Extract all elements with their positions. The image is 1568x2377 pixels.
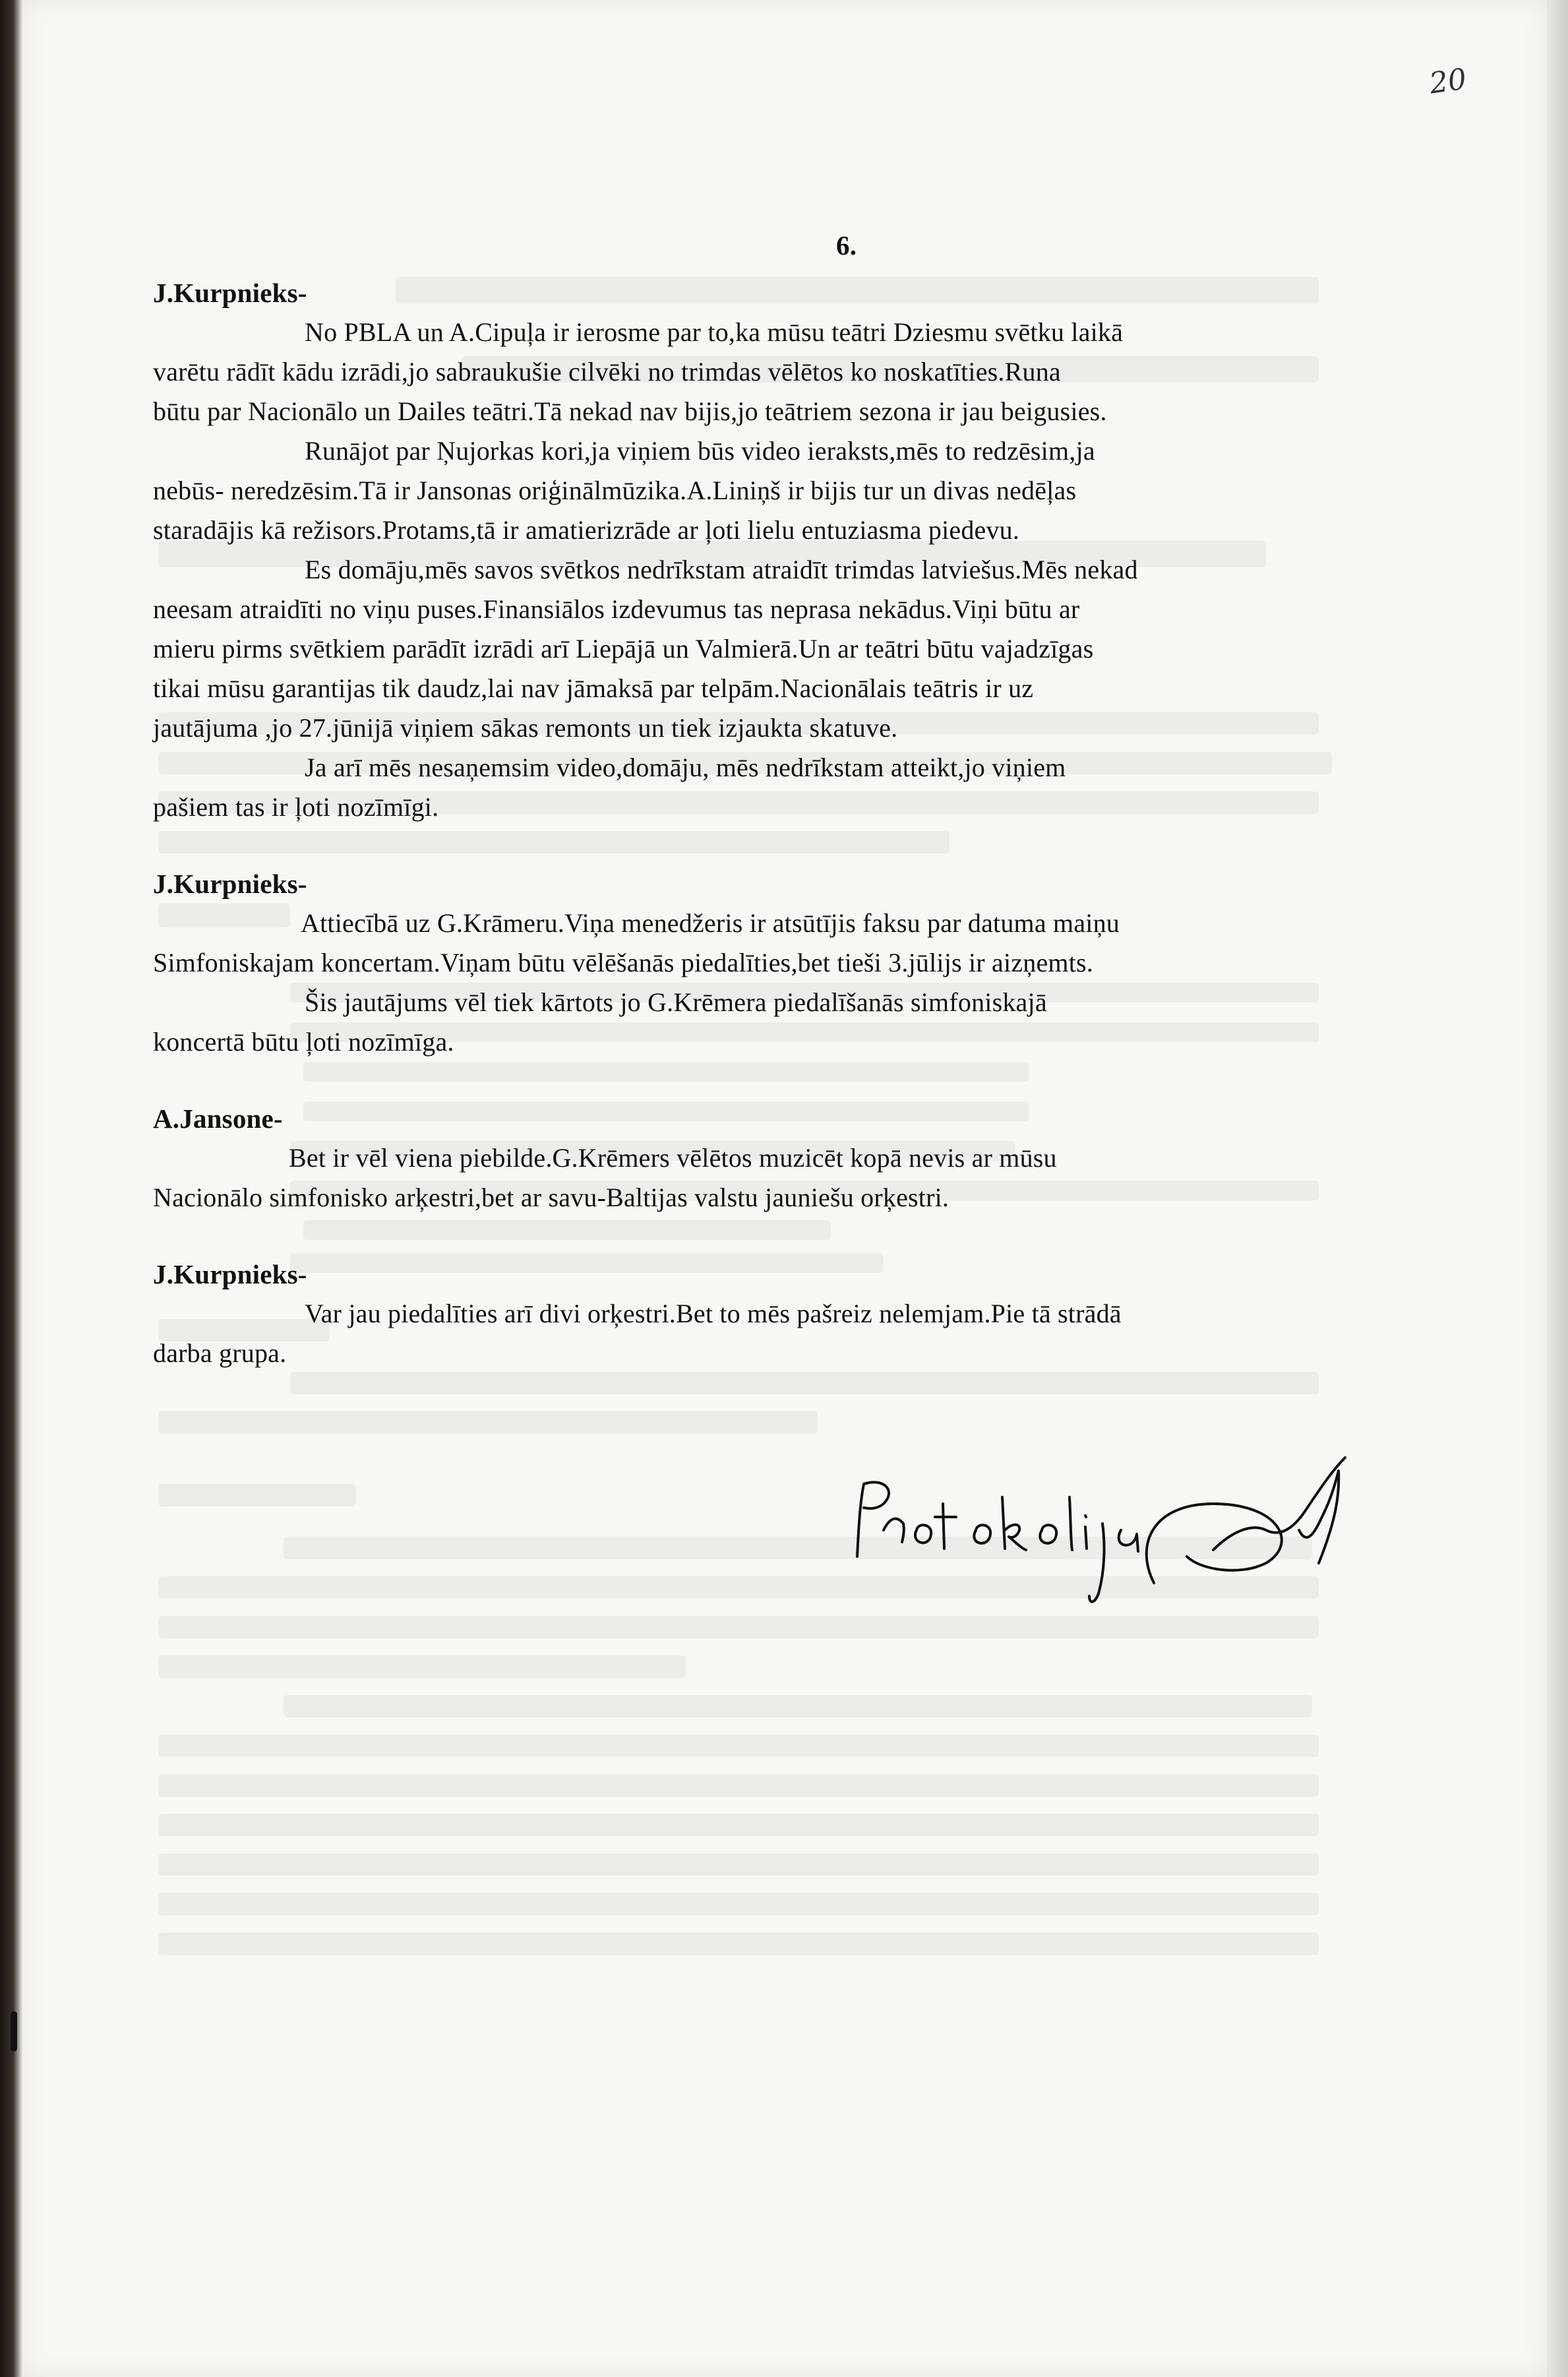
text-line: Simfoniskajam koncertam.Viņam būtu vēlēšanās piedalīties,bet tieši 3.jūlijs ir aizņemts. [153,948,1093,977]
text-line: No PBLA un A.Cipuļa ir ierosme par to,ka mūsu teātri Dziesmu svētku laikā [305,317,1124,347]
text-line: koncertā būtu ļoti nozīmīga. [153,1027,454,1057]
speaker-label: J.Kurpnieks- [153,869,307,899]
text-line: darba grupa. [153,1338,287,1368]
handwritten-page-number: 20 [1427,62,1469,101]
speaker-label: J.Kurpnieks- [153,1259,307,1289]
text-line: staradājis kā režisors.Protams,tā ir amatierizrāde ar ļoti lielu entuziasma piedevu. [153,515,1020,545]
text-line: Ja arī mēs nesaņemsim video,domāju, mēs nedrīkstam atteikt,jo viņiem [305,753,1066,782]
text-line: Attiecībā uz G.Krāmeru.Viņa menedžeris ir atsūtījis faksu par datuma maiņu [301,908,1120,938]
text-line: pašiem tas ir ļoti nozīmīgi. [153,792,439,822]
text-line: Es domāju,mēs savos svētkos nedrīkstam atraidīt trimdas latviešus.Mēs nekad [305,555,1138,584]
text-line: jautājuma ,jo 27.jūnijā viņiem sākas remonts un tiek izjaukta skatuve. [153,713,898,743]
text-line: nebūs- neredzēsim.Tā ir Jansonas oriģinālmūzika.A.Liniņš ir bijis tur un divas nedēļas [153,476,1077,505]
text-line: Runājot par Ņujorkas kori,ja viņiem būs video ieraksts,mēs to redzēsim,ja [305,436,1095,466]
text-line: Šis jautājums vēl tiek kārtots jo G.Krēmera piedalīšanās simfoniskajā [305,987,1047,1017]
text-line: būtu par Nacionālo un Dailes teātri.Tā nekad nav bijis,jo teātriem sezona ir jau beigusies. [153,396,1107,426]
text-line: tikai mūsu garantijas tik daudz,lai nav jāmaksā par telpām.Nacionālais teātris ir uz [153,673,1034,703]
text-line: Var jau piedalīties arī divi orķestri.Bet to mēs pašreiz nelemjam.Pie tā strādā [305,1299,1122,1328]
text-line: varētu rādīt kādu izrādi,jo sabraukušie cilvēki no trimdas vēlētos ko noskatīties.Runa [153,357,1061,386]
text-line: mieru pirms svētkiem parādīt izrādi arī Liepājā un Valmierā.Un ar teātri būtu vajadzīgas [153,634,1094,664]
speaker-label: A.Jansone- [153,1103,283,1134]
section-number: 6. [836,230,857,261]
text-line: Nacionālo simfonisko arķestri,bet ar savu-Baltijas valstu jauniešu orķestri. [153,1183,950,1212]
text-line: Bet ir vēl viena piebilde.G.Krēmers vēlētos muzicēt kopā nevis ar mūsu [289,1143,1057,1173]
text-line: neesam atraidīti no viņu puses.Finansiālos izdevumus tas neprasa nekādus.Viņi būtu ar [153,594,1080,624]
signature [844,1431,1358,1629]
speaker-label: J.Kurpnieks- [153,278,307,308]
